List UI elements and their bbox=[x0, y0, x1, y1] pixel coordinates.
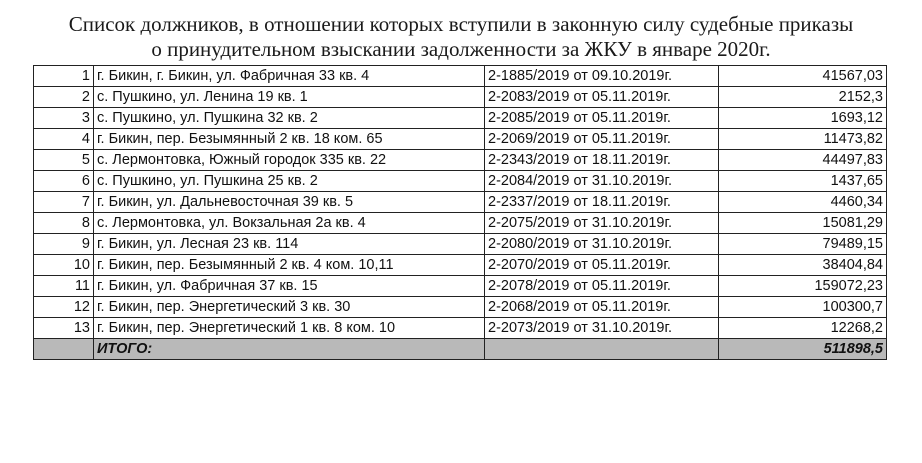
row-number: 7 bbox=[34, 192, 94, 213]
total-spacer bbox=[34, 339, 94, 360]
row-amount: 44497,83 bbox=[719, 150, 887, 171]
row-case: 2-2343/2019 от 18.11.2019г. bbox=[485, 150, 719, 171]
row-address: с. Лермонтовка, Южный городок 335 кв. 22 bbox=[94, 150, 485, 171]
row-number: 8 bbox=[34, 213, 94, 234]
row-amount: 41567,03 bbox=[719, 66, 887, 87]
row-amount: 38404,84 bbox=[719, 255, 887, 276]
row-address: с. Пушкино, ул. Пушкина 25 кв. 2 bbox=[94, 171, 485, 192]
row-number: 6 bbox=[34, 171, 94, 192]
row-address: г. Бикин, пер. Безымянный 2 кв. 4 ком. 10,11 bbox=[94, 255, 485, 276]
row-number: 9 bbox=[34, 234, 94, 255]
row-amount: 79489,15 bbox=[719, 234, 887, 255]
table-row bbox=[34, 297, 887, 318]
table-row bbox=[34, 66, 887, 87]
table-row bbox=[34, 150, 887, 171]
table-row bbox=[34, 255, 887, 276]
row-case: 2-2337/2019 от 18.11.2019г. bbox=[485, 192, 719, 213]
row-address: с. Пушкино, ул. Пушкина 32 кв. 2 bbox=[94, 108, 485, 129]
debtors-table bbox=[33, 65, 887, 360]
row-case: 2-2070/2019 от 05.11.2019г. bbox=[485, 255, 719, 276]
table-row bbox=[34, 234, 887, 255]
row-number: 3 bbox=[34, 108, 94, 129]
total-empty bbox=[485, 339, 719, 360]
row-case: 2-2073/2019 от 31.10.2019г. bbox=[485, 318, 719, 339]
document-title bbox=[0, 12, 922, 62]
title-line-2: о принудительном взыскании задолженности за ЖКУ в январе 2020г. bbox=[151, 37, 771, 61]
row-amount: 1693,12 bbox=[719, 108, 887, 129]
row-case: 2-1885/2019 от 09.10.2019г. bbox=[485, 66, 719, 87]
row-number: 1 bbox=[34, 66, 94, 87]
row-number: 13 bbox=[34, 318, 94, 339]
row-number: 10 bbox=[34, 255, 94, 276]
row-address: г. Бикин, пер. Энергетический 3 кв. 30 bbox=[94, 297, 485, 318]
row-address: г. Бикин, ул. Фабричная 37 кв. 15 bbox=[94, 276, 485, 297]
row-address: г. Бикин, г. Бикин, ул. Фабричная 33 кв. 4 bbox=[94, 66, 485, 87]
row-address: г. Бикин, ул. Лесная 23 кв. 114 bbox=[94, 234, 485, 255]
table-row bbox=[34, 108, 887, 129]
row-amount: 100300,7 bbox=[719, 297, 887, 318]
row-case: 2-2069/2019 от 05.11.2019г. bbox=[485, 129, 719, 150]
row-amount: 4460,34 bbox=[719, 192, 887, 213]
table-row bbox=[34, 87, 887, 108]
table-row bbox=[34, 192, 887, 213]
row-amount: 159072,23 bbox=[719, 276, 887, 297]
row-address: г. Бикин, пер. Энергетический 1 кв. 8 ком. 10 bbox=[94, 318, 485, 339]
row-case: 2-2068/2019 от 05.11.2019г. bbox=[485, 297, 719, 318]
total-row bbox=[34, 339, 887, 360]
table-row bbox=[34, 276, 887, 297]
total-label: ИТОГО: bbox=[94, 339, 485, 360]
row-case: 2-2078/2019 от 05.11.2019г. bbox=[485, 276, 719, 297]
row-amount: 11473,82 bbox=[719, 129, 887, 150]
row-case: 2-2083/2019 от 05.11.2019г. bbox=[485, 87, 719, 108]
row-number: 4 bbox=[34, 129, 94, 150]
row-number: 12 bbox=[34, 297, 94, 318]
table-row bbox=[34, 171, 887, 192]
row-case: 2-2084/2019 от 31.10.2019г. bbox=[485, 171, 719, 192]
row-case: 2-2085/2019 от 05.11.2019г. bbox=[485, 108, 719, 129]
row-address: г. Бикин, ул. Дальневосточная 39 кв. 5 bbox=[94, 192, 485, 213]
row-number: 5 bbox=[34, 150, 94, 171]
row-amount: 2152,3 bbox=[719, 87, 887, 108]
row-number: 2 bbox=[34, 87, 94, 108]
total-amount: 511898,5 bbox=[719, 339, 887, 360]
row-amount: 15081,29 bbox=[719, 213, 887, 234]
table-row bbox=[34, 213, 887, 234]
row-address: г. Бикин, пер. Безымянный 2 кв. 18 ком. 65 bbox=[94, 129, 485, 150]
row-address: с. Лермонтовка, ул. Вокзальная 2а кв. 4 bbox=[94, 213, 485, 234]
row-amount: 1437,65 bbox=[719, 171, 887, 192]
row-case: 2-2080/2019 от 31.10.2019г. bbox=[485, 234, 719, 255]
row-address: с. Пушкино, ул. Ленина 19 кв. 1 bbox=[94, 87, 485, 108]
row-amount: 12268,2 bbox=[719, 318, 887, 339]
title-line-1: Список должников, в отношении которых вступили в законную силу судебные приказы bbox=[68, 12, 854, 36]
table-row bbox=[34, 318, 887, 339]
table-row bbox=[34, 129, 887, 150]
row-case: 2-2075/2019 от 31.10.2019г. bbox=[485, 213, 719, 234]
row-number: 11 bbox=[34, 276, 94, 297]
